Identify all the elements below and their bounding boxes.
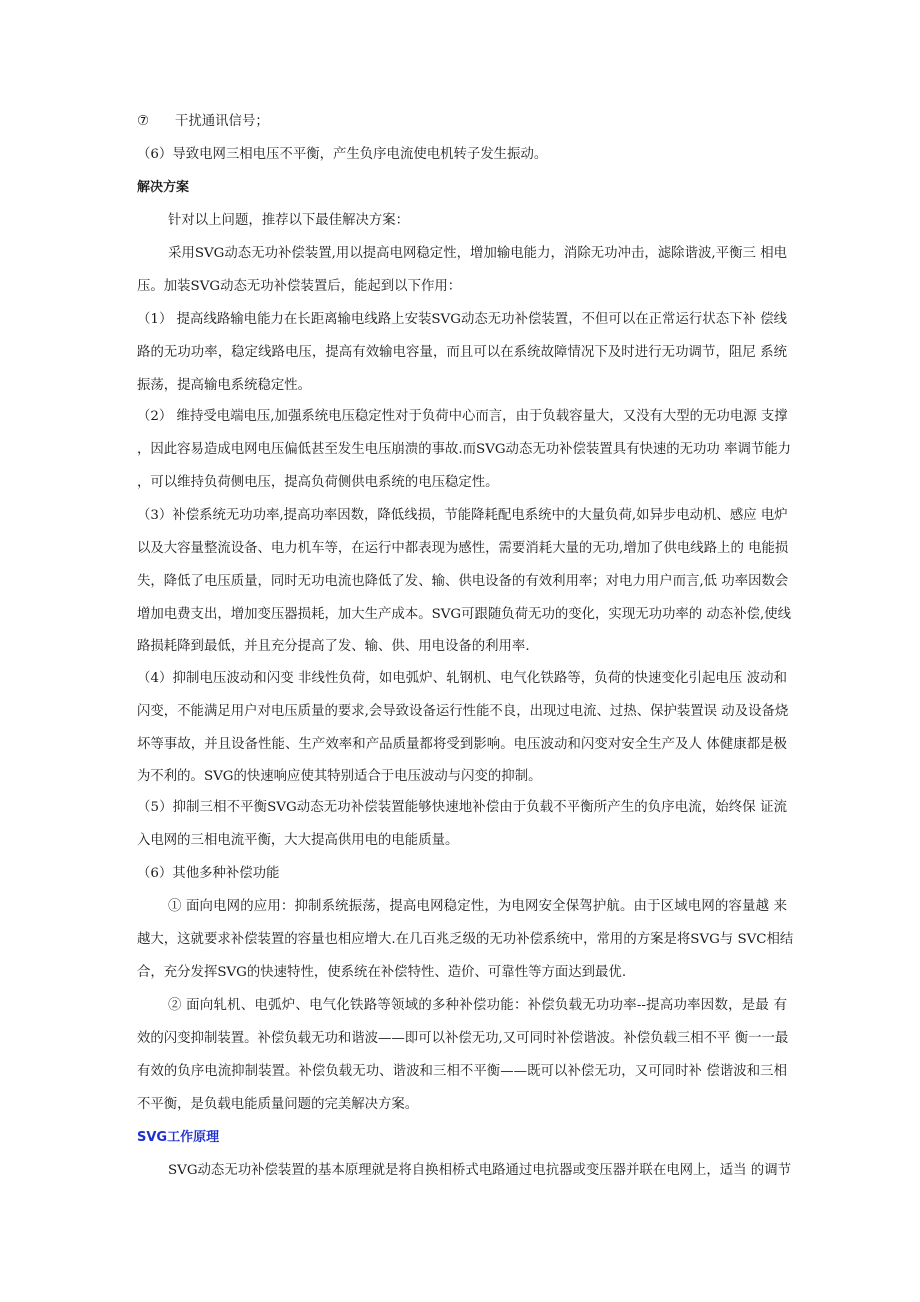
list-item-7 <box>137 113 269 131</box>
paragraph-5-line: （5）抑制三相不平衡SVG动态无功补偿装置能够快速地补偿由于负载不平衡所产生的负序电流，始终保 证流 <box>137 800 787 815</box>
paragraph-4-line: （4）抑制电压波动和闪变 非线性负荷，如电弧炉、轧钢机、电气化铁路等，负荷的快速变化引起电压 波动和 <box>137 671 787 686</box>
compensation-1-line: 越大，这就要求补偿装置的容量也相应增大.在几百兆乏级的无功补偿系统中，常用的方案是将SVG与 SVC相结 <box>137 932 794 947</box>
paragraph-3-line: （3）补偿系统无功功率,提高功率因数，降低线损，节能降耗配电系统中的大量负荷,如异步电动机、感应 电炉 <box>137 508 788 523</box>
compensation-2-line: ② 面向轧机、电弧炉、电气化铁路等领域的多种补偿功能：补偿负载无功功率--提高功率因数，是最 有 <box>168 998 787 1013</box>
paragraph-5-line: 入电网的三相电流平衡，大大提高供用电的电能质量。 <box>137 833 459 848</box>
paragraph-2-line: （2） 维持受电端电压,加强系统电压稳定性对于负荷中心而言，由于负载容量大，又没有大型的无功电源 支撑 <box>137 409 788 424</box>
paragraph-4-line: 为不利的。SVG的快速响应使其特别适合于电压波动与闪变的抑制。 <box>137 769 542 784</box>
paragraph-2-line: ，因此容易造成电网电压偏低甚至发生电压崩溃的事故.而SVG动态无功补偿装置具有快速的无功功 率调节能力 <box>137 442 792 457</box>
compensation-1-line: 合，充分发挥SVG的快速特性，使系统在补偿特性、造价、可靠性等方面达到最优. <box>137 965 627 980</box>
principle-line: SVG动态无功补偿装置的基本原理就是将自换相桥式电路通过电抗器或变压器并联在电网上，适当 的调节 <box>168 1163 791 1178</box>
compensation-2-line: 不平衡，是负载电能质量问题的完美解决方案。 <box>137 1097 419 1112</box>
compensation-2-line: 效的闪变抑制装置。补偿负载无功和谐波——即可以补偿无功,又可同时补偿谐波。补偿负载三相不平 衡一一最 <box>137 1031 789 1046</box>
paragraph-1-line: （1） 提高线路输电能力在长距离输电线路上安装SVG动态无功补偿装置，不但可以在正常运行状态下补 偿线 <box>137 312 787 327</box>
paragraph-2-line: ，可以维持负荷侧电压，提高负荷侧供电系统的电压稳定性。 <box>137 475 499 490</box>
paragraph-main-line: 压。加装SVG动态无功补偿装置后，能起到以下作用： <box>137 279 462 294</box>
compensation-1-line: ① 面向电网的应用：抑制系统振荡，提高电网稳定性，为电网安全保驾护航。由于区域电网的容量越 来 <box>168 899 787 914</box>
paragraph-4-line: 坏等事故，并且设备性能、生产效率和产品质量都将受到影响。电压波动和闪变对安全生产及人 体健康都是极 <box>137 737 787 752</box>
paragraph-4-line: 闪变，不能满足用户对电压质量的要求,会导致设备运行性能不良，出现过电流、过热、保护装置误 动及设备烧 <box>137 704 789 719</box>
item7-text: 干扰通讯信号； <box>175 114 269 129</box>
paragraph-3-line: 路损耗降到最低，并且充分提高了发、输、供、用电设备的利用率. <box>137 639 530 654</box>
paragraph-6-title: （6）其他多种补偿功能 <box>137 866 280 881</box>
heading-solution: 解决方案 <box>137 180 190 195</box>
compensation-2-line: 有效的负序电流抑制装置。补偿负载无功、谐波和三相不平衡——既可以补偿无功，又可同时补 偿谐波和三相 <box>137 1064 787 1079</box>
heading-svg-principle: SVG工作原理 <box>137 1130 220 1145</box>
item7-number: ⑦ <box>137 114 150 129</box>
fault-item-6: （6）导致电网三相电压不平衡，产生负序电流使电机转子发生振动。 <box>137 147 548 162</box>
paragraph-1-line: 路的无功功率，稳定线路电压，提高有效输电容量，而且可以在系统故障情况下及时进行无功调节，阻尼 系统 <box>137 345 787 360</box>
paragraph-3-line: 失，降低了电压质量，同时无功电流也降低了发、输、供电设备的有效利用率；对电力用户而言,低 功率因数会 <box>137 574 789 589</box>
paragraph-1-line: 振荡，提高输电系统稳定性。 <box>137 378 312 393</box>
paragraph-3-line: 增加电费支出，增加变压器损耗，加大生产成本。SVG可跟随负荷无功的变化，实现无功功率的 动态补偿,使线 <box>137 607 792 622</box>
paragraph-main-line: 采用SVG动态无功补偿装置,用以提高电网稳定性，增加输电能力，消除无功冲击，滤除谐波,平衡三 相电 <box>168 246 787 261</box>
intro-line: 针对以上问题，推荐以下最佳解决方案： <box>168 213 410 228</box>
paragraph-3-line: 以及大容量整流设备、电力机车等，在运行中都表现为感性，需要消耗大量的无功,增加了供电线路上的 电能损 <box>137 541 789 556</box>
